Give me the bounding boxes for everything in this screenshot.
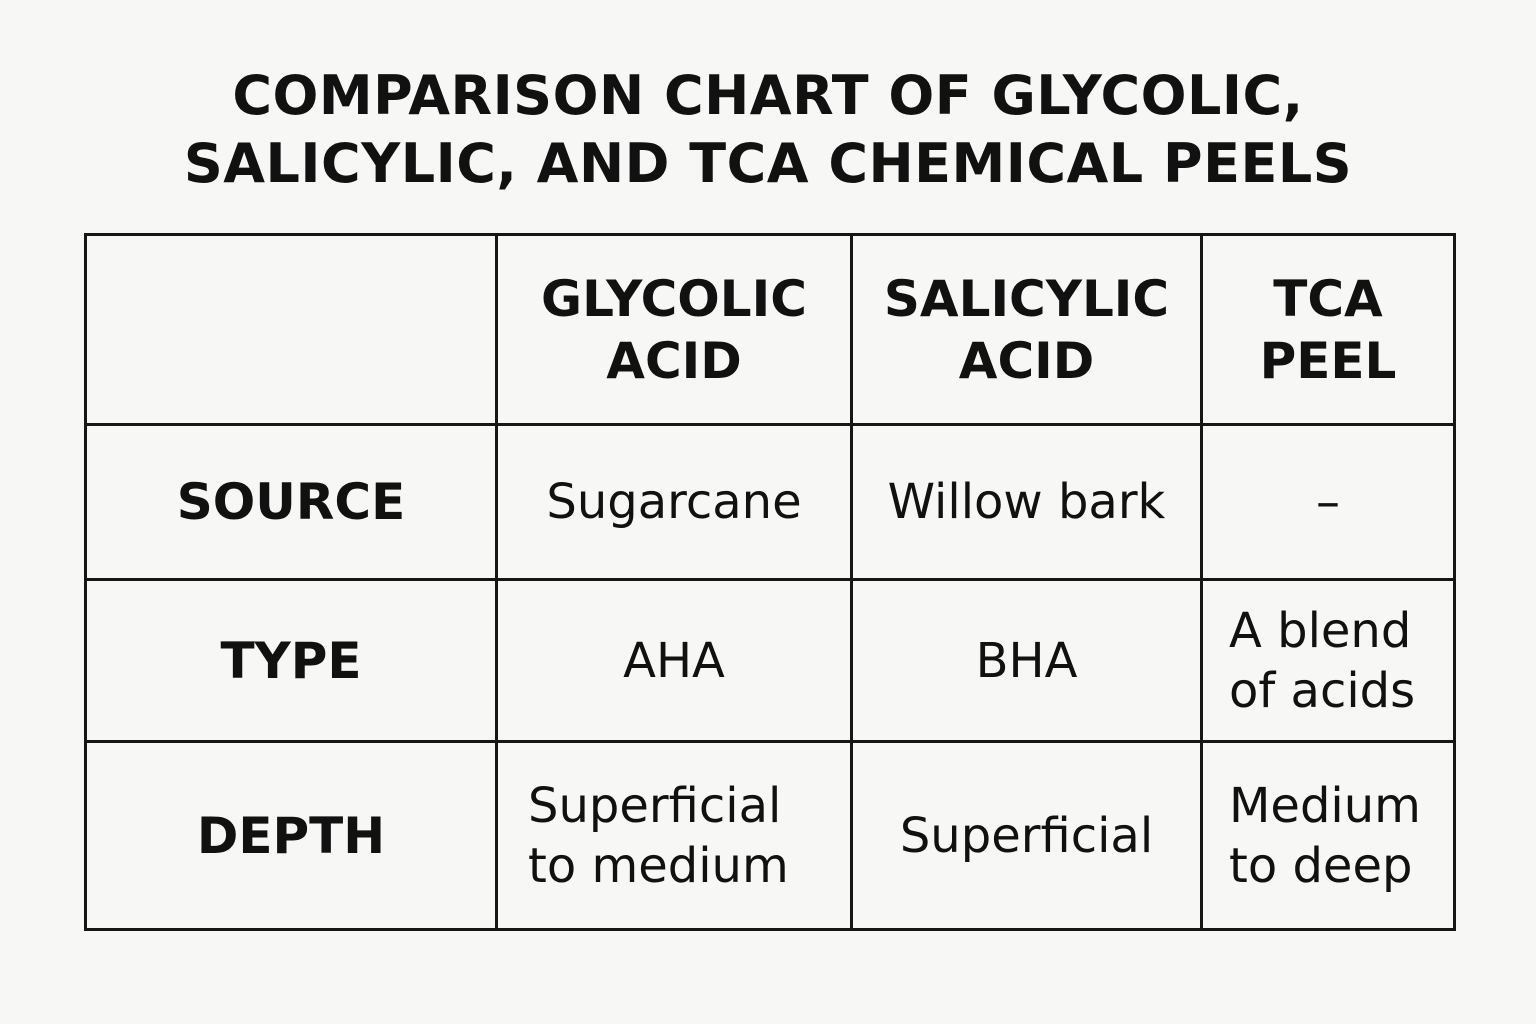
title-line-2: SALICYLIC, AND TCA CHEMICAL PEELS [183,132,1353,195]
cell-line: BHA [975,632,1078,689]
column-header-line: SALICYLIC [883,269,1170,328]
cell-depth-tca [1202,742,1455,930]
row-label-depth: DEPTH [86,742,497,930]
page-title [0,62,1536,198]
cell-line: to medium [528,837,789,894]
cell-type-salicylic [852,580,1202,742]
cell-type-glycolic [497,580,852,742]
cell-depth-glycolic [497,742,852,930]
cell-line: Medium [1229,777,1421,834]
title-line-1: COMPARISON CHART OF GLYCOLIC, [232,64,1304,127]
column-header-line: ACID [958,331,1095,390]
cell-line: of acids [1229,662,1416,719]
table-row-depth [86,742,1455,930]
cell-depth-salicylic [852,742,1202,930]
column-header-salicylic [852,235,1202,425]
cell-line: Willow bark [887,474,1166,530]
table-row-source [86,425,1455,580]
cell-line: A blend [1229,602,1412,659]
column-header-line: GLYCOLIC [541,269,807,328]
cell-type-tca [1202,580,1455,742]
cell-line: Superficial [899,807,1154,864]
column-header-line: PEEL [1259,331,1397,390]
column-header-tca [1202,235,1455,425]
column-header-glycolic [497,235,852,425]
cell-source-tca [1202,425,1455,580]
cell-line: Sugarcane [546,474,802,530]
cell-line: AHA [623,632,725,689]
cell-source-salicylic [852,425,1202,580]
row-label-type: TYPE [86,580,497,742]
cell-line: Superficial [528,777,782,834]
table-row-type [86,580,1455,742]
header-row [86,235,1455,425]
comparison-table [84,233,1456,931]
cell-line: – [1316,474,1340,530]
column-header-line: TCA [1273,269,1383,328]
cell-line: to deep [1229,837,1413,894]
row-label-source: SOURCE [86,425,497,580]
column-header-line: ACID [606,331,742,390]
corner-cell [86,235,497,425]
cell-source-glycolic [497,425,852,580]
